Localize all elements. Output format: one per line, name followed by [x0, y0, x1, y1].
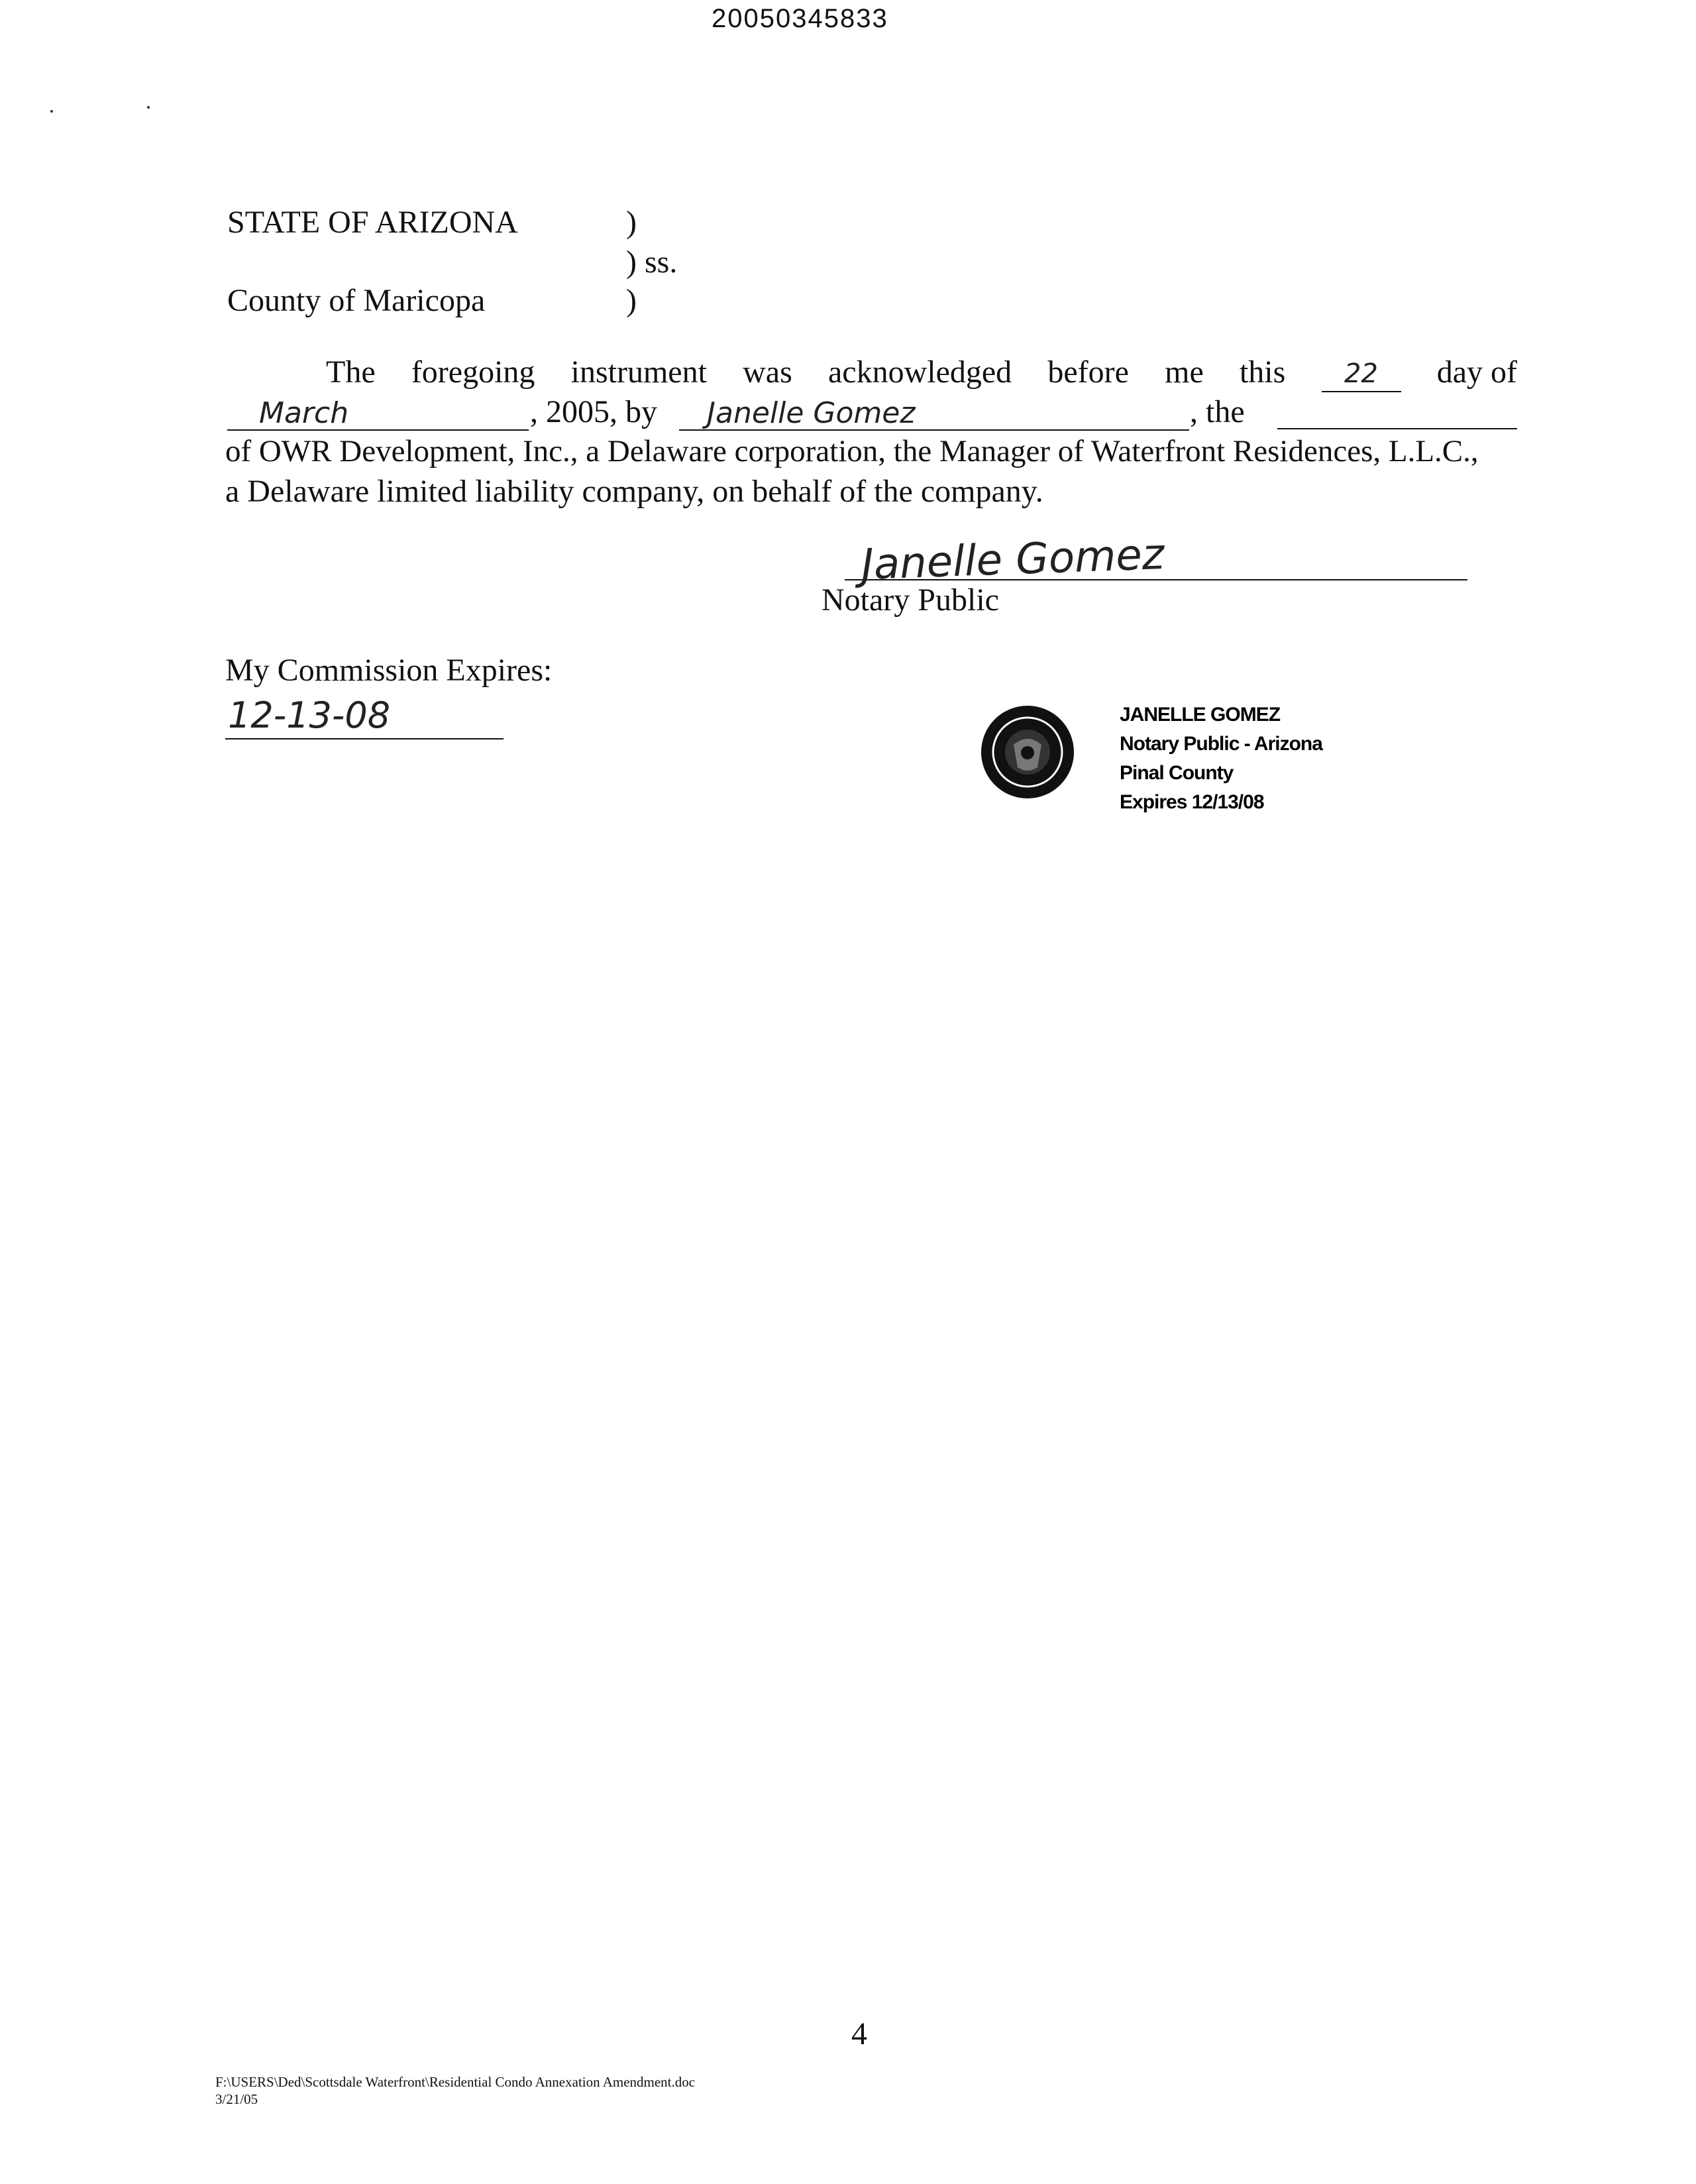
- acknowledgment-line-3: of OWR Development, Inc., a Delaware corporation, the Manager of Waterfront Residences, L.L.C.,: [225, 434, 1479, 468]
- venue-paren-bottom: ): [626, 283, 637, 318]
- word: acknowledged: [827, 355, 1012, 390]
- venue-state: STATE OF ARIZONA: [227, 205, 518, 240]
- word: this: [1239, 355, 1286, 390]
- month-blank: [227, 394, 529, 431]
- notary-seal-icon: [979, 704, 1076, 800]
- stamp-title: Notary Public - Arizona: [1120, 733, 1322, 755]
- venue-paren-ss: ) ss.: [626, 245, 678, 280]
- year-by-text: , 2005, by: [530, 394, 657, 429]
- commission-date-line: [225, 738, 504, 739]
- notary-signature: Janelle Gomez: [860, 530, 1165, 590]
- the-text: , the: [1190, 394, 1245, 429]
- page-number: 4: [851, 2016, 867, 2051]
- record-number: 20050345833: [712, 4, 888, 33]
- word: me: [1165, 355, 1204, 390]
- footer-file-path: F:\USERS\Ded\Scottsdale Waterfront\Residential Condo Annexation Amendment.doc: [215, 2074, 696, 2090]
- day-blank: [1322, 356, 1401, 388]
- word: instrument: [570, 355, 707, 390]
- footer-date: 3/21/05: [215, 2091, 258, 2107]
- word: before: [1047, 355, 1129, 390]
- day-of-text: day of: [1436, 355, 1517, 390]
- commission-label: My Commission Expires:: [225, 653, 553, 688]
- commission-date-handwritten: 12-13-08: [228, 694, 391, 736]
- stamp-name: JANELLE GOMEZ: [1120, 704, 1281, 726]
- stamp-expires: Expires 12/13/08: [1120, 791, 1264, 813]
- word: foregoing: [411, 355, 535, 390]
- word: The: [326, 355, 376, 390]
- scan-speck: [147, 106, 150, 109]
- word: was: [743, 355, 792, 390]
- signature-caption: Notary Public: [822, 582, 999, 618]
- title-blank-line: [1277, 428, 1517, 429]
- acknowledgment-line-1: [225, 356, 1517, 388]
- month-handwritten: March: [259, 396, 349, 430]
- venue-paren-top: ): [626, 205, 637, 240]
- venue-county: County of Maricopa: [227, 283, 486, 318]
- scan-speck: [50, 110, 53, 113]
- day-handwritten: 22: [1344, 358, 1378, 389]
- signer-blank: [679, 394, 1189, 431]
- signer-handwritten: Janelle Gomez: [707, 396, 916, 430]
- acknowledgment-line-4: a Delaware limited liability company, on behalf of the company.: [225, 474, 1043, 509]
- stamp-county: Pinal County: [1120, 762, 1234, 784]
